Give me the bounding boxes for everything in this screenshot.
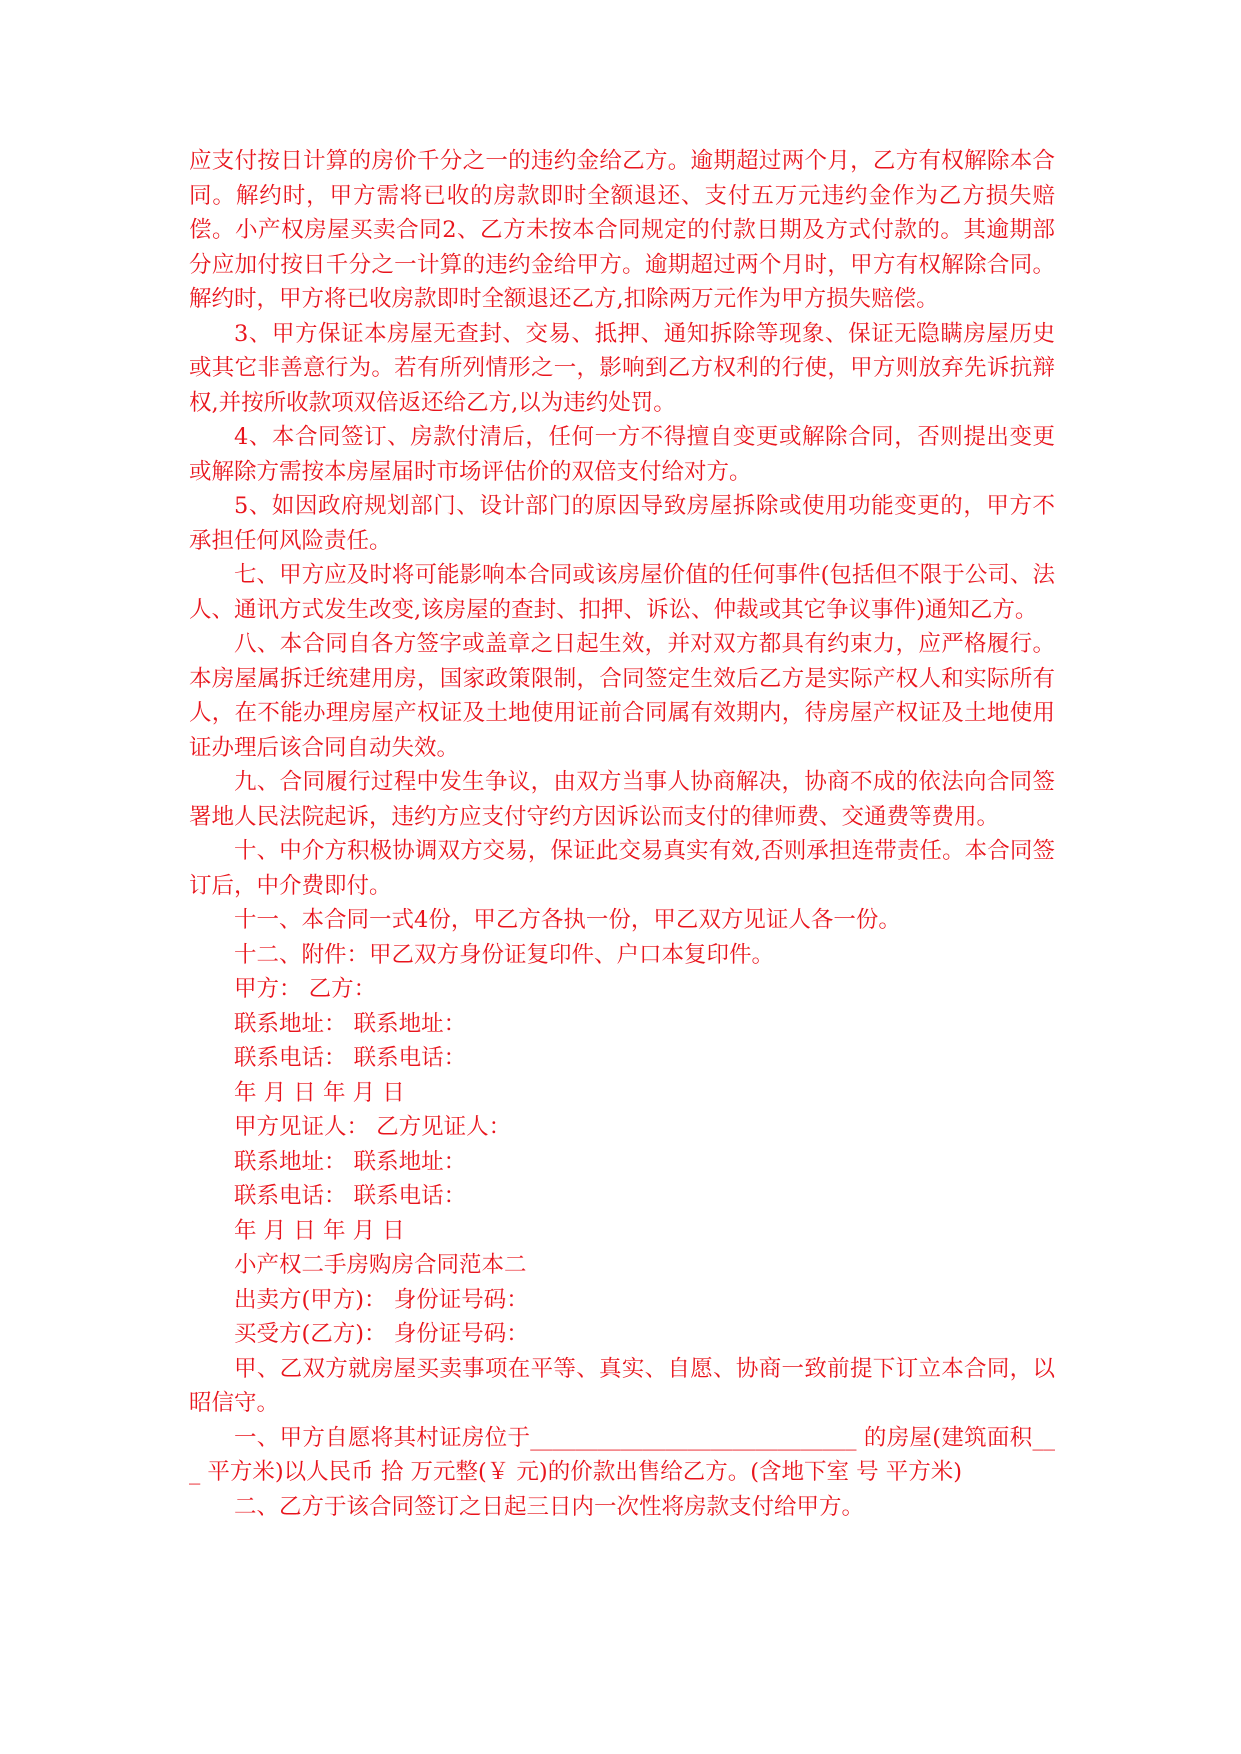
template-title: 小产权二手房购房合同范本二: [234, 1252, 527, 1278]
paragraph-3: 4、本合同签订、房款付清后，任何一方不得擅自变更或解除合同，否则提出变更或解除方需按本房屋届时市场评估价的双倍支付给对方。: [189, 424, 1055, 485]
witness-phone-line: 联系电话： 联系电话：: [234, 1183, 467, 1209]
signature-party-line: 甲方： 乙方：: [234, 976, 377, 1002]
signature-address-line: 联系地址： 联系地址：: [234, 1010, 467, 1037]
clause-one: 一、甲方自愿将其村证房位于_____________________________ 的房屋(建筑面积___ 平方米)以人民币 拾 万元整(￥ 元)的价款出售给乙方。(含地下室 号 平方米): [189, 1424, 1055, 1485]
paragraph-10: 十二、附件：甲乙双方身份证复印件、户口本复印件。: [234, 941, 775, 968]
witness-address-line: 联系地址： 联系地址：: [234, 1148, 467, 1175]
paragraph-6: 八、本合同自各方签字或盖章之日起生效，并对双方都具有约束力，应严格履行。本房屋属拆迁统建用房，国家政策限制，合同签定生效后乙方是实际产权人和实际所有人，在不能办理房屋产权证及土地使用证前合同属有效期内，待房屋产权证及土地使用证办理后该合同自动失效。: [189, 631, 1055, 761]
paragraph-9: 十一、本合同一式4份，甲乙方各执一份，甲乙双方见证人各一份。: [234, 907, 901, 933]
paragraph-4: 5、如因政府规划部门、设计部门的原因导致房屋拆除或使用功能变更的，甲方不承担任何风险责任。: [189, 493, 1055, 554]
paragraph-8: 十、中介方积极协调双方交易，保证此交易真实有效,否则承担连带责任。本合同签订后，中介费即付。: [189, 838, 1055, 899]
signature-date-line: 年 月 日 年 月 日: [234, 1079, 405, 1106]
signature-phone-line: 联系电话： 联系电话：: [234, 1045, 467, 1071]
preamble-paragraph: 甲、乙双方就房屋买卖事项在平等、真实、自愿、协商一致前提下订立本合同，以昭信守。: [189, 1355, 1055, 1416]
witness-date-line: 年 月 日 年 月 日: [234, 1217, 405, 1244]
clause-two: 二、乙方于该合同签订之日起三日内一次性将房款支付给甲方。: [234, 1493, 865, 1520]
paragraph-7: 九、合同履行过程中发生争议，由双方当事人协商解决，协商不成的依法向合同签署地人民法院起诉，违约方应支付守约方因诉讼而支付的律师费、交通费等费用。: [189, 769, 1055, 830]
witness-party-line: 甲方见证人： 乙方见证人：: [234, 1114, 512, 1140]
document-page: [189, 144, 1055, 1524]
paragraph-1: 应支付按日计算的房价千分之一的违约金给乙方。逾期超过两个月，乙方有权解除本合同。解约时，甲方需将已收的房款即时全额退还、支付五万元违约金作为乙方损失赔偿。小产权房屋买卖合同2、乙方未按本合同规定的付款日期及方式付款的。其逾期部分应加付按日千分之一计算的违约金给甲方。逾期超过两个月时，甲方有权解除合同。解约时，甲方将已收房款即时全额退还乙方,扣除两万元作为甲方损失赔偿。: [189, 148, 1055, 312]
paragraph-2: 3、甲方保证本房屋无查封、交易、抵押、通知拆除等现象、保证无隐瞒房屋历史或其它非善意行为。若有所列情形之一，影响到乙方权利的行使，甲方则放弃先诉抗辩权,并按所收款项双倍返还给乙方,以为违约处罚。: [189, 320, 1055, 416]
seller-line: 出卖方(甲方)： 身份证号码：: [234, 1286, 529, 1313]
paragraph-5: 七、甲方应及时将可能影响本合同或该房屋价值的任何事件(包括但不限于公司、法人、通讯方式发生改变,该房屋的查封、扣押、诉讼、仲裁或其它争议事件)通知乙方。: [189, 562, 1055, 623]
buyer-line: 买受方(乙方)： 身份证号码：: [234, 1321, 529, 1347]
